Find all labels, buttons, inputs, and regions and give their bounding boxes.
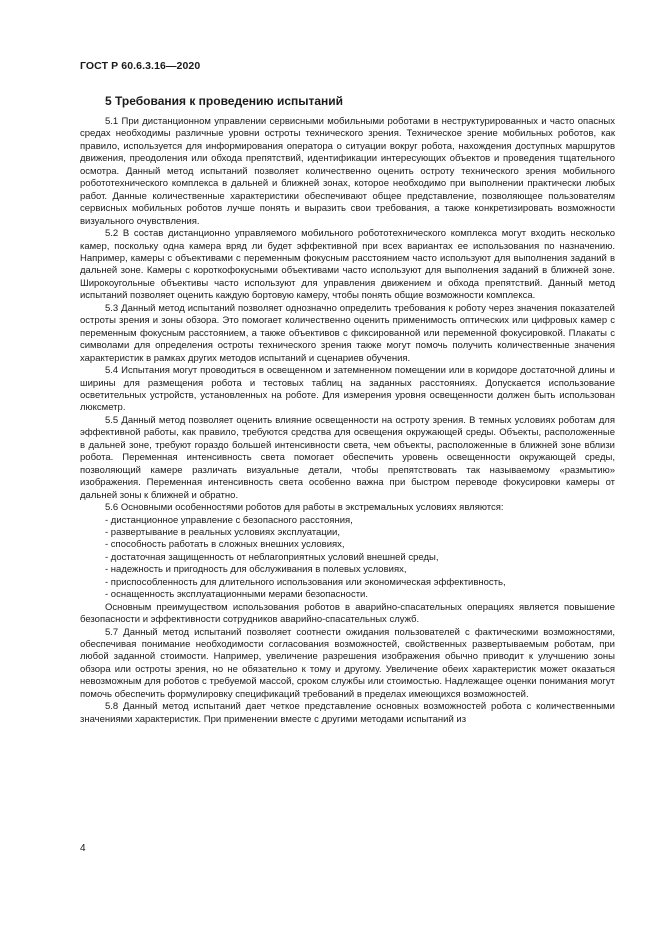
section-title: 5 Требования к проведению испытаний (105, 94, 344, 108)
paragraph-5-7: 5.7 Данный метод испытаний позволяет соотнести ожидания пользователей с фактическими возможностями, обеспечивая понимание необходимости согласования возможностей, свойственных развертываемым роботам, при любой заданной стоимости. Например, увеличение разрешения изображения обычно приводит к улучшению зоны обзора или остроты зрения, но не обязательно к тому и другому. Увеличение обеих характеристик может оказаться невозможным для роботов с требуемой массой, сроком службы или стоимостью. Надлежащее оценки понимания могут помочь обеспечить формулировку спецификаций требований в пределах имеющихся возможностей. (80, 626, 615, 700)
paragraph-5-6: 5.6 Основными особенностями роботов для работы в экстремальных условиях являются: (105, 502, 504, 514)
list-item: - оснащенность эксплуатационными мерами безопасности. (105, 589, 369, 601)
document-header: ГОСТ Р 60.6.3.16—2020 (80, 60, 201, 72)
paragraph-5-5: 5.5 Данный метод позволяет оценить влияние освещенности на остроту зрения. В темных условиях роботам для эффективной работы, как правило, требуются средства для освещения окружающей среды. Объекты, расположенные в дальней зоне, требуют гораздо большей интенсивности света, чем объекты, расположенные в ближней зоне вблизи робота. Переменная интенсивность света помогает обеспечить уровень освещенности окружающей среды, позволяющий камере различать визуальные детали, чтобы препятствовать так называемому «размытию» изображения. Переменная интенсивность света особенно важна при быстром переводе фокусировки камеры от дальней зоны к ближней и обратно. (80, 414, 615, 501)
paragraph-5-6-conclusion: Основным преимуществом использования роботов в аварийно-спасательных операциях является повышение безопасности и эффективности сотрудников аварийно-спасательных служб. (80, 601, 615, 626)
paragraph-5-3: 5.3 Данный метод испытаний позволяет однозначно определить требования к роботу через значения показателей остроты зрения и зоны обзора. Это помогает количественно оценить применимость оптических или цифровых камер с переменным фокусным расстоянием, а также объективов с фиксированной или переменной фокусировкой. Плакаты с символами для определения остроты технического зрения также могут помочь получить количественные значения характеристик в рамках других методов испытаний и сценариев обучения. (80, 302, 615, 364)
page-number: 4 (80, 843, 86, 854)
list-item: - дистанционное управление с безопасного расстояния, (105, 514, 353, 526)
list-item: - приспособленность для длительного использования или экономическая эффективность, (105, 576, 506, 588)
paragraph-5-2: 5.2 В состав дистанционно управляемого мобильного робототехнического комплекса могут входить несколько камер, поскольку одна камера вряд ли будет эффективной при всех вариантах ее использования по назначению. Например, камеры с объективами с переменным фокусным расстоянием часто используют для выполнения заданий в дальней зоне. Камеры с короткофокусными объективами часто используют для выполнения заданий в ближней зоне. Широкоугольные объективы часто используют для управления движением и обхода препятствий. Данный метод испытаний позволяет оценить каждую бортовую камеру, чтобы понять общие возможности комплекса. (80, 228, 615, 302)
list-item: - способность работать в сложных внешних условиях, (105, 539, 345, 551)
list-item: - развертывание в реальных условиях эксплуатации, (105, 526, 340, 538)
list-item: - достаточная защищенность от неблагоприятных условий внешней среды, (105, 551, 439, 563)
paragraph-5-4: 5.4 Испытания могут проводиться в освещенном и затемненном помещении или в коридоре достаточной длины и ширины для размещения робота и тестовых таблиц на заданных расстояниях. Допускается использование осветительных устройств, установленных на роботе. Для измерения уровня освещенности должен быть использован люксметр. (80, 365, 615, 414)
paragraph-5-1: 5.1 При дистанционном управлении сервисными мобильными роботами в неструктурированных и часто опасных средах необходимы различные уровни остроты технического зрения. Техническое зрение мобильных роботов, как правило, используется для информирования оператора о ситуации вокруг робота, нахождения доступных маршрутов движения, преодоления или обхода препятствий, идентификации интересующих объектов и проведения тщательного осмотра. Данный метод испытаний позволяет количественно оценить остроту технического зрения мобильного робототехнического комплекса в дальней и ближней зонах, которое необходимо при выполнении практически любых работ. Данные количественные характеристики обеспечивают общее представление, позволяющее пользователям сервисных мобильных роботов лучше понять и выразить свои требования, а также конкретизировать возможности визуального очувствления. (80, 116, 615, 227)
body-text (80, 116, 615, 726)
features-list (80, 515, 615, 602)
paragraph-5-8: 5.8 Данный метод испытаний дает четкое представление основных возможностей робота с количественными значениями характеристик. При применении вместе с другими методами испытаний из (80, 701, 615, 725)
list-item: - надежность и пригодность для обслуживания в полевых условиях, (105, 564, 407, 576)
